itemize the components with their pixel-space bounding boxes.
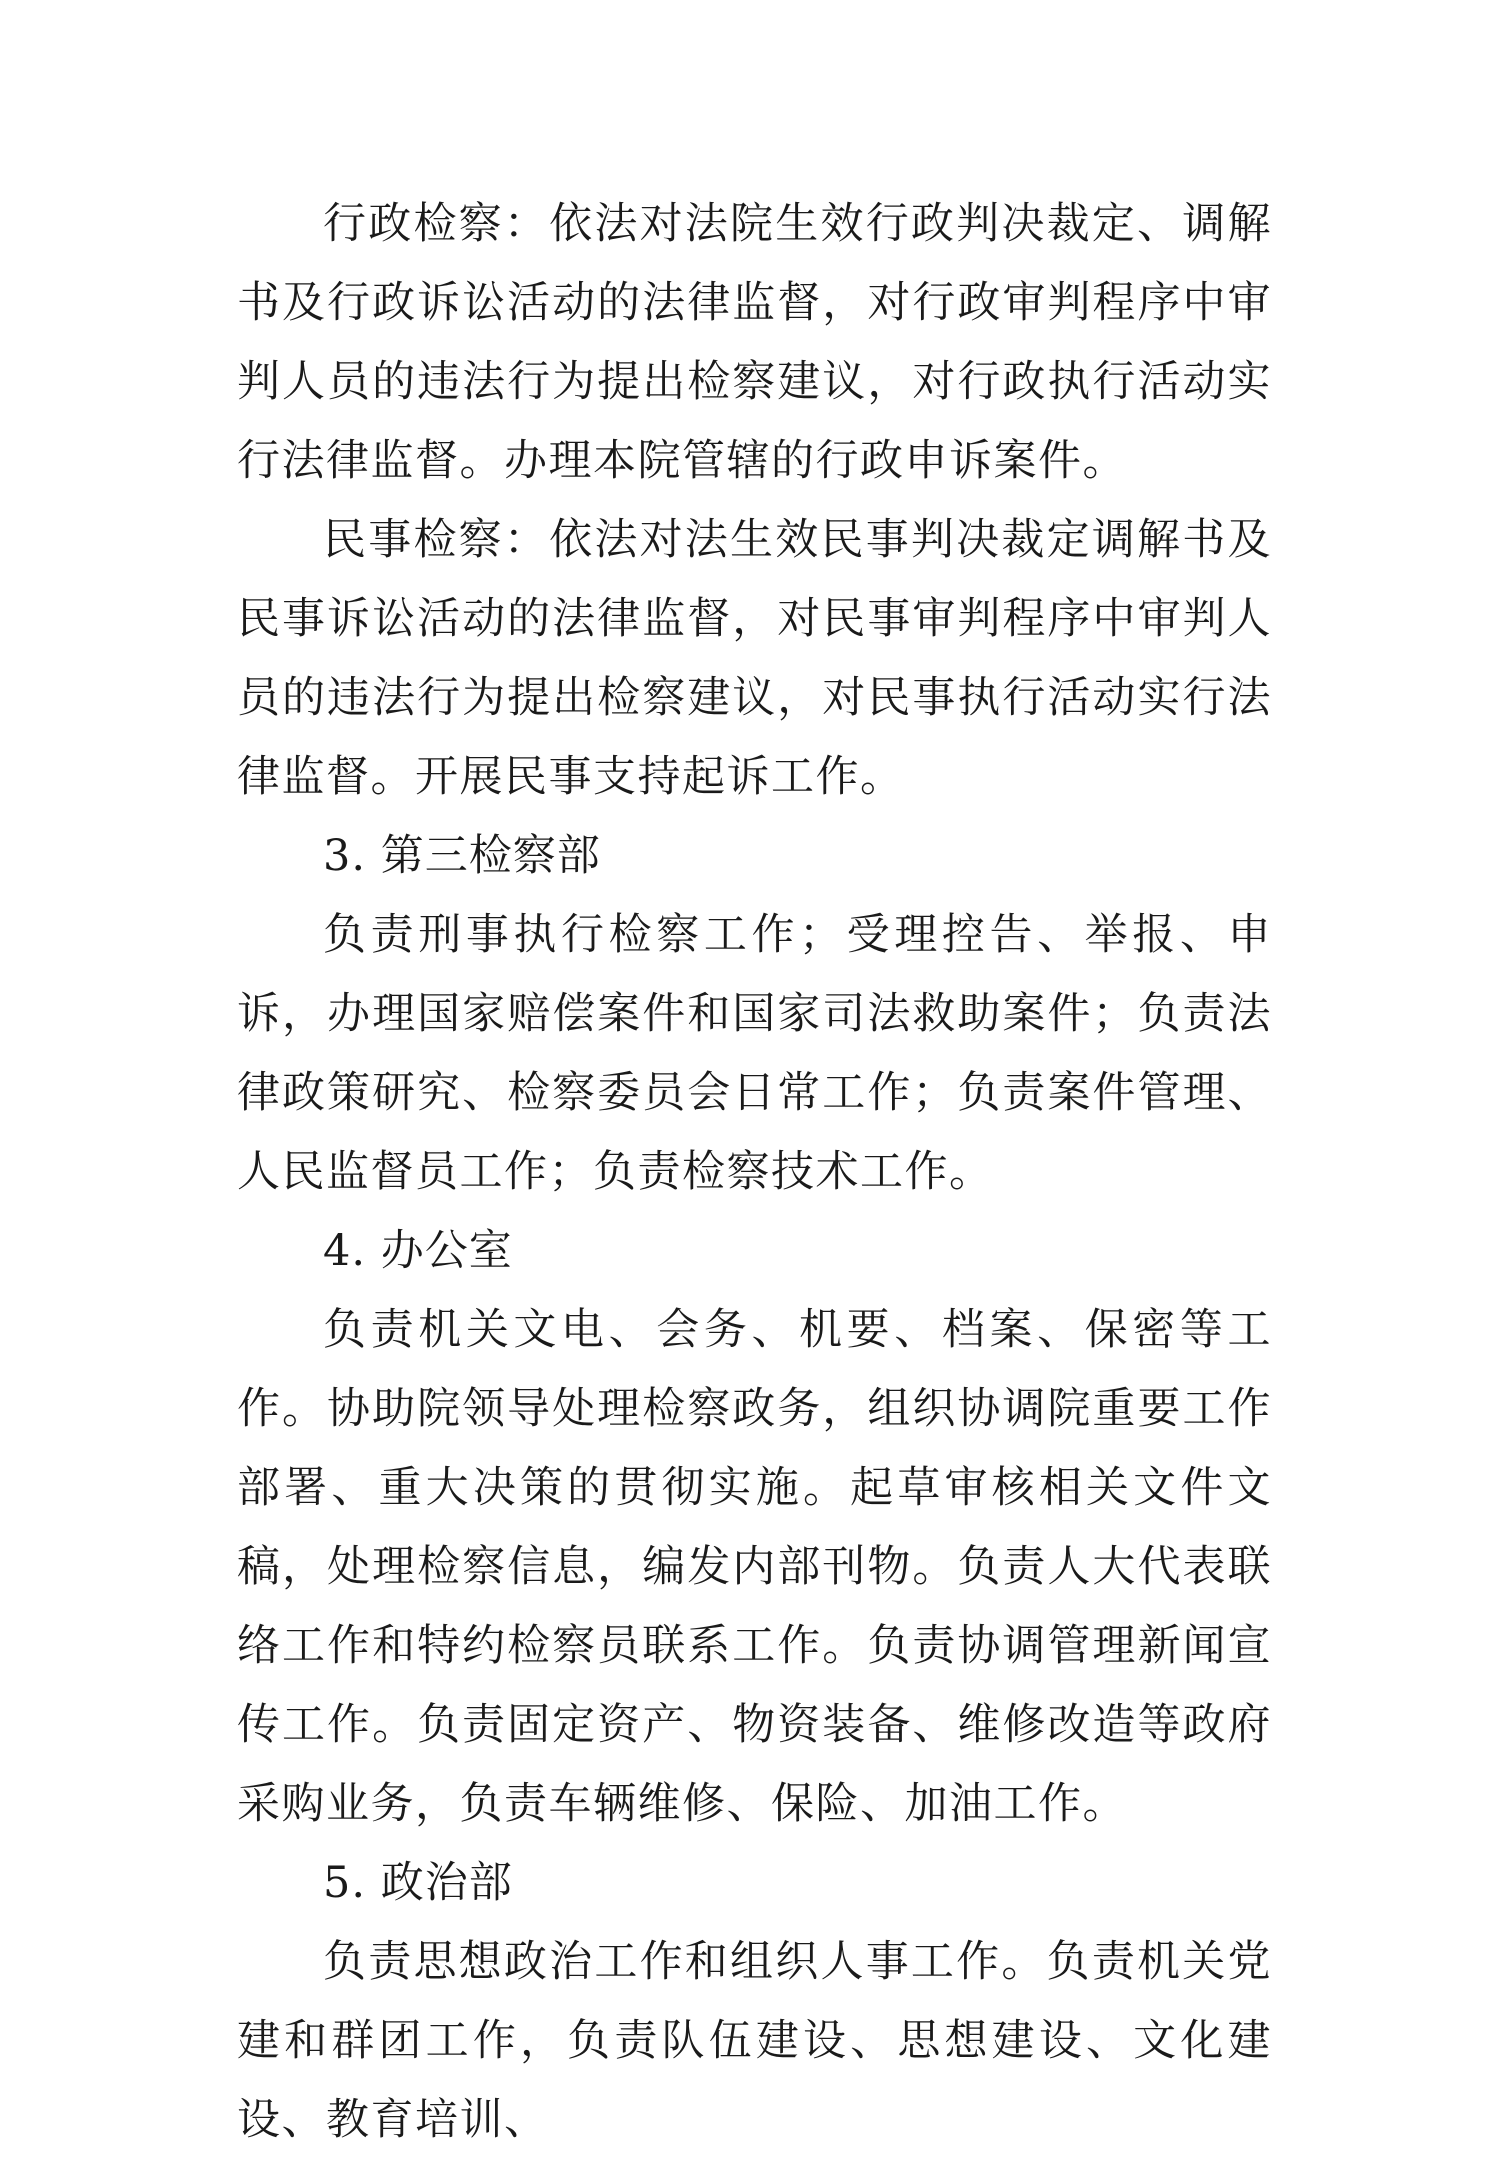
paragraph-political-dept: 负责思想政治工作和组织人事工作。负责机关党建和群团工作，负责队伍建设、思想建设、文化建设、教育培训、 bbox=[237, 1937, 1272, 2145]
document-body bbox=[237, 185, 1272, 2160]
paragraph-administrative-procuratorial: 行政检察：依法对法院生效行政判决裁定、调解书及行政诉讼活动的法律监督，对行政审判程序中审判人员的违法行为提出检察建议，对行政执行活动实行法律监督。办理本院管辖的行政申诉案件。 bbox=[237, 199, 1272, 486]
heading-third-procuratorial-dept: 3. 第三检察部 bbox=[323, 831, 601, 881]
heading-political-dept: 5. 政治部 bbox=[323, 1858, 513, 1908]
paragraph-office: 负责机关文电、会务、机要、档案、保密等工作。协助院领导处理检察政务，组织协调院重要工作部署、重大决策的贯彻实施。起草审核相关文件文稿，处理检察信息，编发内部刊物。负责人大代表联络工作和特约检察员联系工作。负责协调管理新闻宣传工作。负责固定资产、物资装备、维修改造等政府采购业务，负责车辆维修、保险、加油工作。 bbox=[237, 1305, 1272, 1829]
heading-office: 4. 办公室 bbox=[323, 1226, 513, 1276]
paragraph-civil-procuratorial: 民事检察：依法对法生效民事判决裁定调解书及民事诉讼活动的法律监督，对民事审判程序中审判人员的违法行为提出检察建议，对民事执行活动实行法律监督。开展民事支持起诉工作。 bbox=[237, 515, 1272, 802]
paragraph-third-procuratorial-dept: 负责刑事执行检察工作；受理控告、举报、申诉，办理国家赔偿案件和国家司法救助案件；负责法律政策研究、检察委员会日常工作；负责案件管理、人民监督员工作；负责检察技术工作。 bbox=[237, 910, 1272, 1197]
